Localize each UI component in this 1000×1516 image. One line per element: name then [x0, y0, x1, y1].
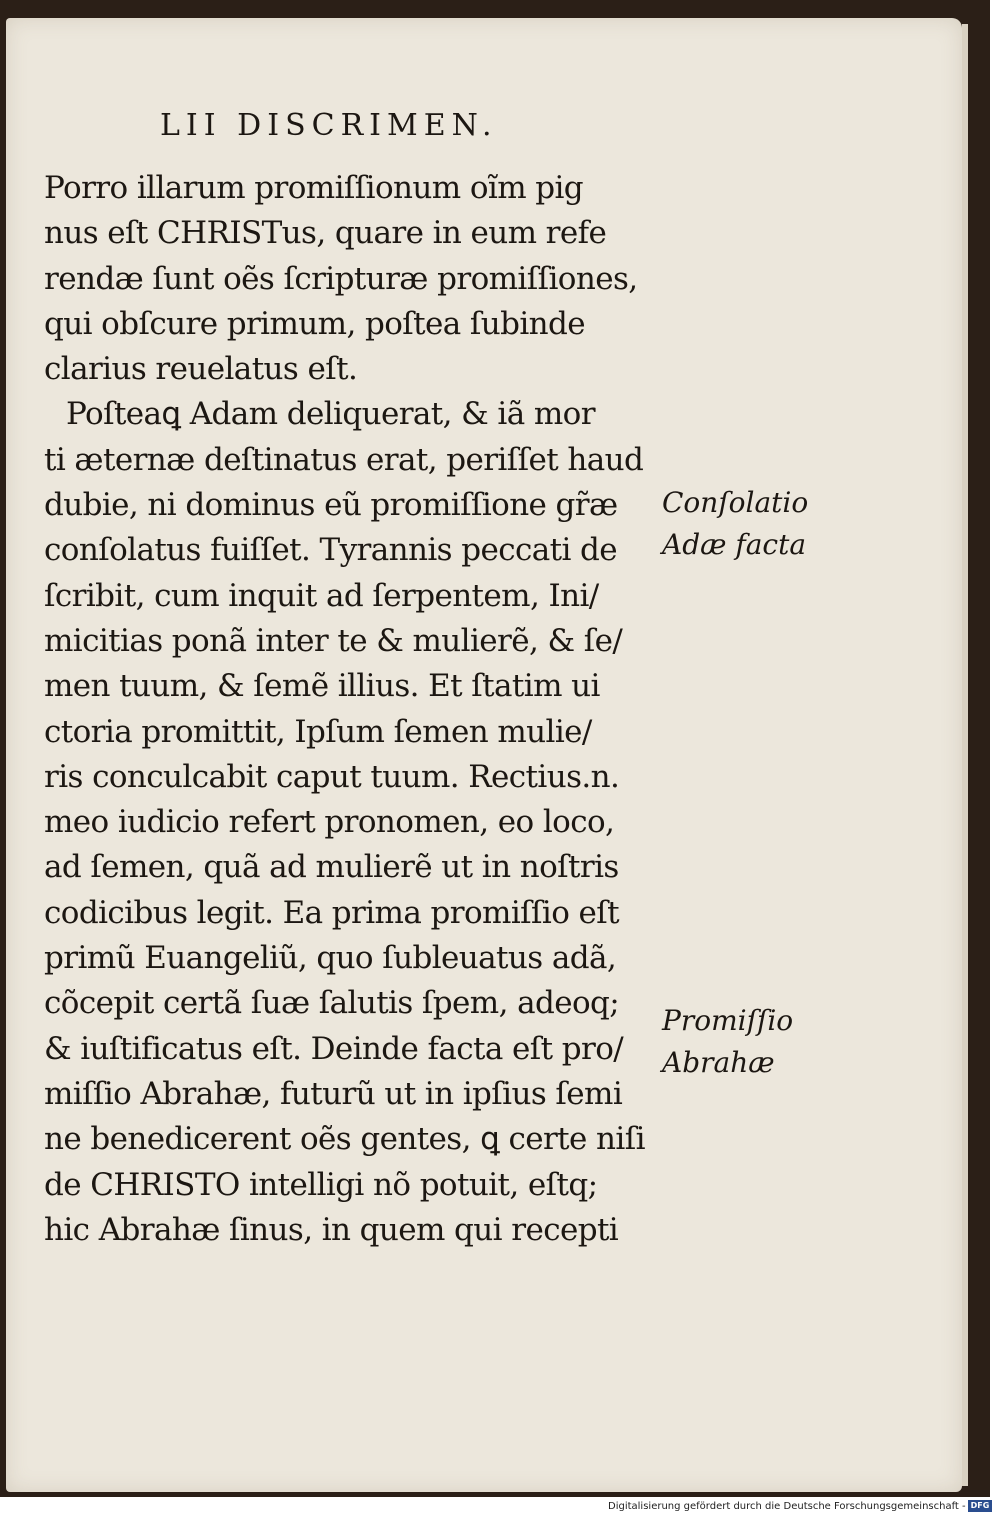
margin-note-line: Adæ facta [662, 528, 807, 561]
text-line: nus eſt CHRISTus, quare in eum refe [44, 215, 607, 252]
body-text [44, 166, 684, 1253]
text-line: qui obſcure primum, poſtea ſubinde [44, 305, 586, 342]
text-line: Porro illarum promiſſionum oĩm pig [44, 170, 584, 206]
digitization-credit: Digitalisierung gefördert durch die Deutsche Forschungsgemeinschaft - [608, 1501, 966, 1512]
margin-note-line: Promiſſio [662, 1004, 794, 1037]
margin-note-line: Conſolatio [662, 486, 809, 519]
text-line: cõcepit certã ſuæ ſalutis ſpem, adeoq; [44, 985, 620, 1022]
text-line: conſolatus fuiſſet. Tyrannis peccati de [44, 532, 618, 569]
text-line: rendæ ſunt oẽs ſcripturæ promiſſiones, [44, 260, 638, 297]
text-line: primũ Euangeliũ, quo ſubleuatus adã, [44, 940, 617, 977]
page-edge [962, 24, 968, 1486]
running-header: LII DISCRIMEN. [160, 108, 498, 143]
text-line: micitias ponã inter te & mulierẽ, & ſe/ [44, 622, 623, 659]
text-line: ris conculcabit caput tuum. Rectius.n. [44, 758, 620, 795]
text-line: meo iudicio refert pronomen, eo loco, [44, 804, 615, 841]
margin-note [662, 1000, 793, 1084]
margin-note [662, 482, 808, 566]
text-line: clarius reuelatus eſt. [44, 351, 358, 388]
text-line: men tuum, & ſemẽ illius. Et ſtatim ui [44, 668, 600, 705]
text-line: dubie, ni dominus eũ promiſſione gr̃æ [44, 487, 618, 524]
dfg-logo: DFG [968, 1500, 992, 1512]
text-line: de CHRISTO intelligi nõ potuit, eſtq; [44, 1166, 598, 1203]
text-line: miſſio Abrahæ, futurũ ut in ipſius ſemi [44, 1075, 623, 1112]
text-line: ne benedicerent oẽs gentes, ꝗ certe niſi [44, 1121, 645, 1158]
text-line: ſcribit, cum inquit ad ſerpentem, Ini/ [44, 577, 599, 614]
text-line: Poſteaꝗ Adam deliquerat, & iã mor [66, 396, 595, 433]
text-line: ti æternæ deſtinatus erat, periſſet haud [44, 441, 644, 478]
text-line: ad ſemen, quã ad mulierẽ ut in noſtris [44, 849, 619, 886]
text-line: codicibus legit. Ea prima promiſſio eſt [44, 894, 619, 931]
margin-note-line: Abrahæ [662, 1046, 775, 1079]
text-line: hic Abrahæ ſinus, in quem qui recepti [44, 1211, 619, 1248]
text-line: ctoria promittit, Ipſum ſemen mulie/ [44, 713, 592, 750]
text-line: & iuſtificatus eſt. Deinde facta eſt pro/ [44, 1030, 624, 1067]
